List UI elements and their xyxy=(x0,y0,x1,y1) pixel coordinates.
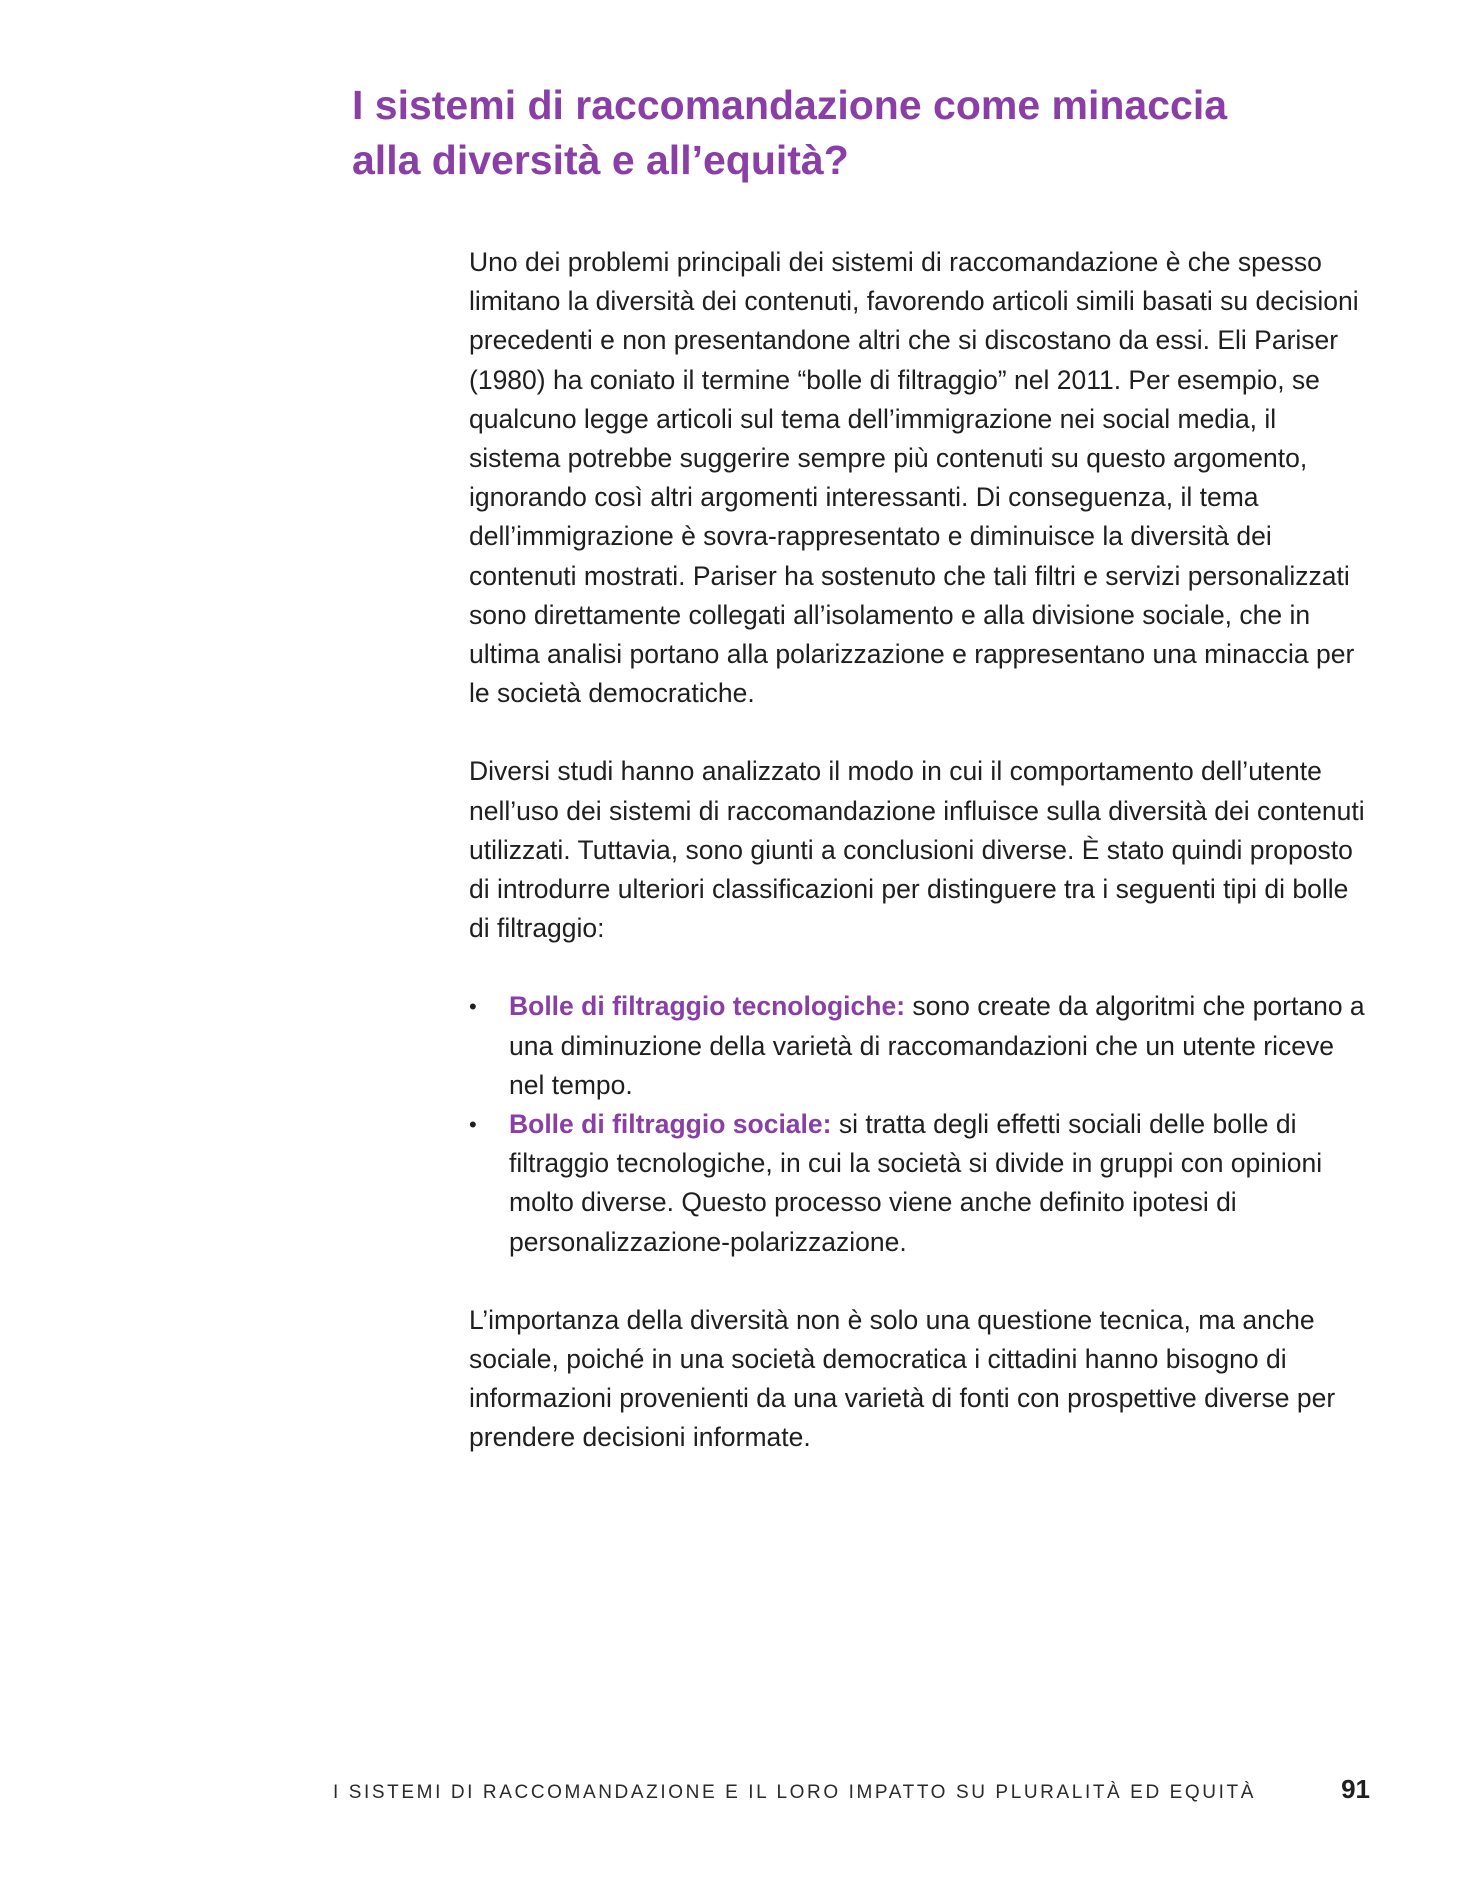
page-number: 91 xyxy=(1341,1774,1370,1804)
filter-bubble-types-list xyxy=(469,987,1369,1261)
list-item-term: Bolle di filtraggio tecnologiche: xyxy=(509,991,906,1022)
bullet-icon: • xyxy=(469,1112,477,1138)
footer-running-title: I SISTEMI DI RACCOMANDAZIONE E IL LORO IMPATTO SU PLURALITÀ ED EQUITÀ xyxy=(333,1782,1256,1803)
list-item xyxy=(469,987,1369,1105)
page-title xyxy=(352,78,1302,188)
list-item-text: si tratta degli effetti sociali delle bolle di filtraggio tecnologiche, in cui la società si divide in gruppi con opinioni molto diverse. Questo processo viene anche definito ipotesi di personalizzazione-polarizzazione. xyxy=(509,1109,1323,1257)
list-item-term: Bolle di filtraggio sociale: xyxy=(509,1109,832,1140)
bullet-icon: • xyxy=(469,994,477,1020)
paragraph-conclusion: L’importanza della diversità non è solo una questione tecnica, ma anche sociale, poiché in una società democratica i cittadini hanno bisogno di informazioni provenienti da una varietà di fonti con prospettive diverse per prendere decisioni informate. xyxy=(469,1304,1336,1453)
paragraph-intro: Uno dei problemi principali dei sistemi di raccomandazione è che spesso limitano la diversità dei contenuti, favorendo articoli simili basati su decisioni precedenti e non presentandone altri che si discostano da essi. Eli Pariser (1980) ha coniato il termine “bolle di filtraggio” nel 2011. Per esempio, se qualcuno legge articoli sul tema dell’immigrazione nei social media, il sistema potrebbe suggerire sempre più contenuti su questo argomento, ignorando così altri argomenti interessanti. Di conseguenza, il tema dell’immigrazione è sovra-rappresentato e diminuisce la diversità dei contenuti mostrati. Pariser ha sostenuto che tali filtri e servizi personalizzati sono direttamente collegati all’isolamento e alla divisione sociale, che in ultima analisi portano alla polarizzazione e rappresentano una minaccia per le società democratiche. xyxy=(469,247,1359,709)
list-item xyxy=(469,1105,1369,1262)
list-item-text: sono create da algoritmi che portano a una diminuzione della varietà di raccomandazioni che un utente riceve nel tempo. xyxy=(509,991,1365,1100)
page-title-line-1: I sistemi di raccomandazione come minaccia xyxy=(352,82,1228,128)
paragraph-studies: Diversi studi hanno analizzato il modo in cui il comportamento dell’utente nell’uso dei sistemi di raccomandazione influisce sulla diversità dei contenuti utilizzati. Tuttavia, sono giunti a conclusioni diverse. È stato quindi proposto di introdurre ulteriori classificazioni per distinguere tra i seguenti tipi di bolle di filtraggio: xyxy=(469,756,1365,944)
body-text xyxy=(469,243,1369,1497)
page-title-line-2: alla diversità e all’equità? xyxy=(352,137,849,183)
